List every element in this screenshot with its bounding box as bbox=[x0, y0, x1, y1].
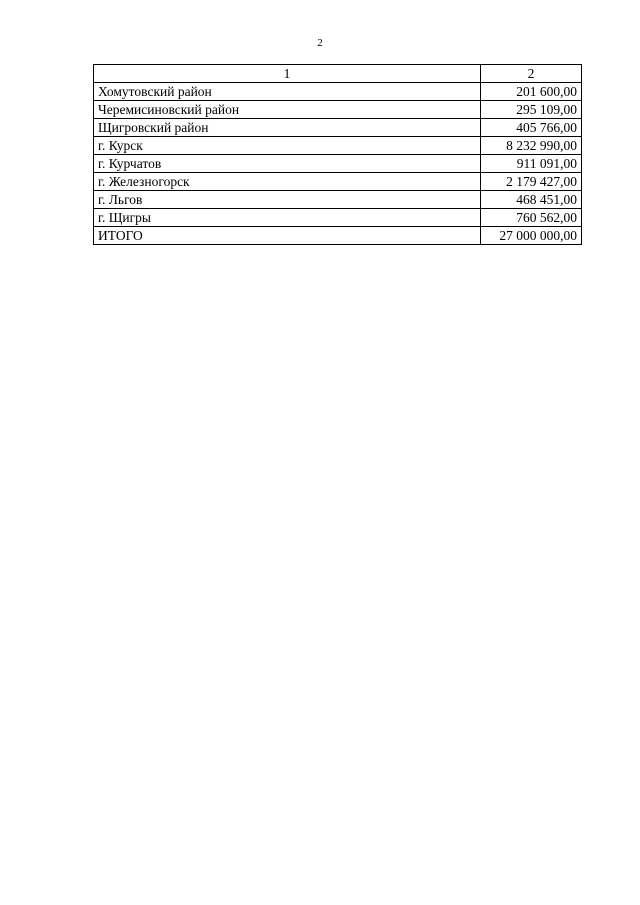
column-header-1: 1 bbox=[94, 65, 481, 83]
row-name: Черемисиновский район bbox=[94, 101, 481, 119]
row-name: г. Курск bbox=[94, 137, 481, 155]
total-amount: 27 000 000,00 bbox=[481, 227, 582, 245]
page-number: 2 bbox=[317, 37, 323, 49]
column-header-2: 2 bbox=[481, 65, 582, 83]
row-amount: 405 766,00 bbox=[481, 119, 582, 137]
row-name: г. Курчатов bbox=[94, 155, 481, 173]
table-row bbox=[94, 83, 582, 101]
row-name: Щигровский район bbox=[94, 119, 481, 137]
table-row bbox=[94, 209, 582, 227]
total-label: ИТОГО bbox=[94, 227, 481, 245]
row-amount: 8 232 990,00 bbox=[481, 137, 582, 155]
table-row bbox=[94, 173, 582, 191]
table-total-row bbox=[94, 227, 582, 245]
table-row bbox=[94, 137, 582, 155]
table-row bbox=[94, 101, 582, 119]
row-amount: 468 451,00 bbox=[481, 191, 582, 209]
table-row bbox=[94, 191, 582, 209]
row-amount: 2 179 427,00 bbox=[481, 173, 582, 191]
row-name: г. Железногорск bbox=[94, 173, 481, 191]
table-header-row bbox=[94, 65, 582, 83]
row-amount: 911 091,00 bbox=[481, 155, 582, 173]
row-name: г. Щигры bbox=[94, 209, 481, 227]
row-name: г. Льгов bbox=[94, 191, 481, 209]
row-amount: 295 109,00 bbox=[481, 101, 582, 119]
table-row bbox=[94, 119, 582, 137]
row-amount: 760 562,00 bbox=[481, 209, 582, 227]
row-amount: 201 600,00 bbox=[481, 83, 582, 101]
allocation-table bbox=[93, 64, 582, 245]
row-name: Хомутовский район bbox=[94, 83, 481, 101]
table-row bbox=[94, 155, 582, 173]
